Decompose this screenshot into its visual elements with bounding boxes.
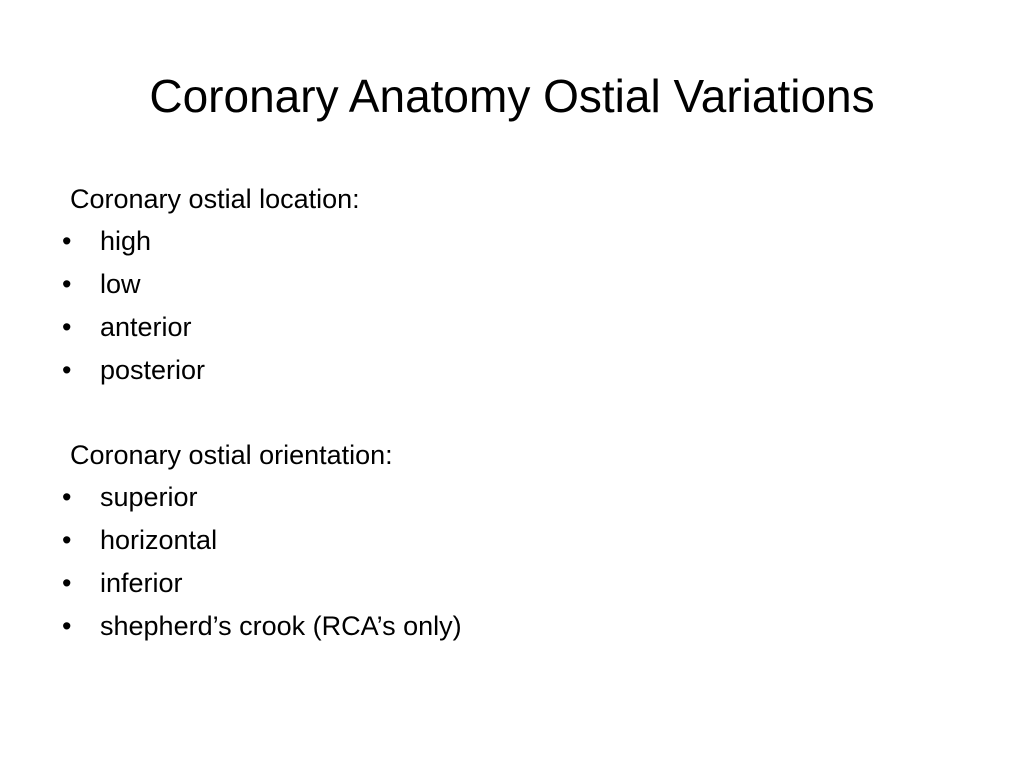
list-item-text: superior xyxy=(100,482,198,512)
list-item-text: anterior xyxy=(100,312,192,342)
list-item-text: high xyxy=(100,226,152,256)
section-ostial-orientation xyxy=(60,434,960,648)
section-heading: Coronary ostial location: xyxy=(70,184,360,214)
list-item xyxy=(60,220,960,263)
bullet-icon: • xyxy=(62,226,72,256)
list-item xyxy=(60,349,960,392)
bullet-icon: • xyxy=(62,611,72,641)
list-item-text: low xyxy=(100,269,141,299)
list-item-text: shepherd’s crook (RCA’s only) xyxy=(100,611,462,641)
slide-title: Coronary Anatomy Ostial Variations xyxy=(149,70,875,122)
list-item xyxy=(60,605,960,648)
bullet-icon: • xyxy=(62,525,72,555)
list-item xyxy=(60,476,960,519)
bullet-icon: • xyxy=(62,269,72,299)
slide-content xyxy=(60,178,960,690)
section-ostial-location xyxy=(60,178,960,392)
bullet-icon: • xyxy=(62,482,72,512)
bullet-icon: • xyxy=(62,568,72,598)
list-item xyxy=(60,519,960,562)
list-item-text: horizontal xyxy=(100,525,218,555)
list-item-text: inferior xyxy=(100,568,183,598)
list-item xyxy=(60,306,960,349)
list-item xyxy=(60,263,960,306)
bullet-list xyxy=(60,476,960,648)
list-item xyxy=(60,562,960,605)
bullet-list xyxy=(60,220,960,392)
bullet-icon: • xyxy=(62,312,72,342)
bullet-icon: • xyxy=(62,355,72,385)
list-item-text: posterior xyxy=(100,355,206,385)
section-heading: Coronary ostial orientation: xyxy=(70,440,393,470)
